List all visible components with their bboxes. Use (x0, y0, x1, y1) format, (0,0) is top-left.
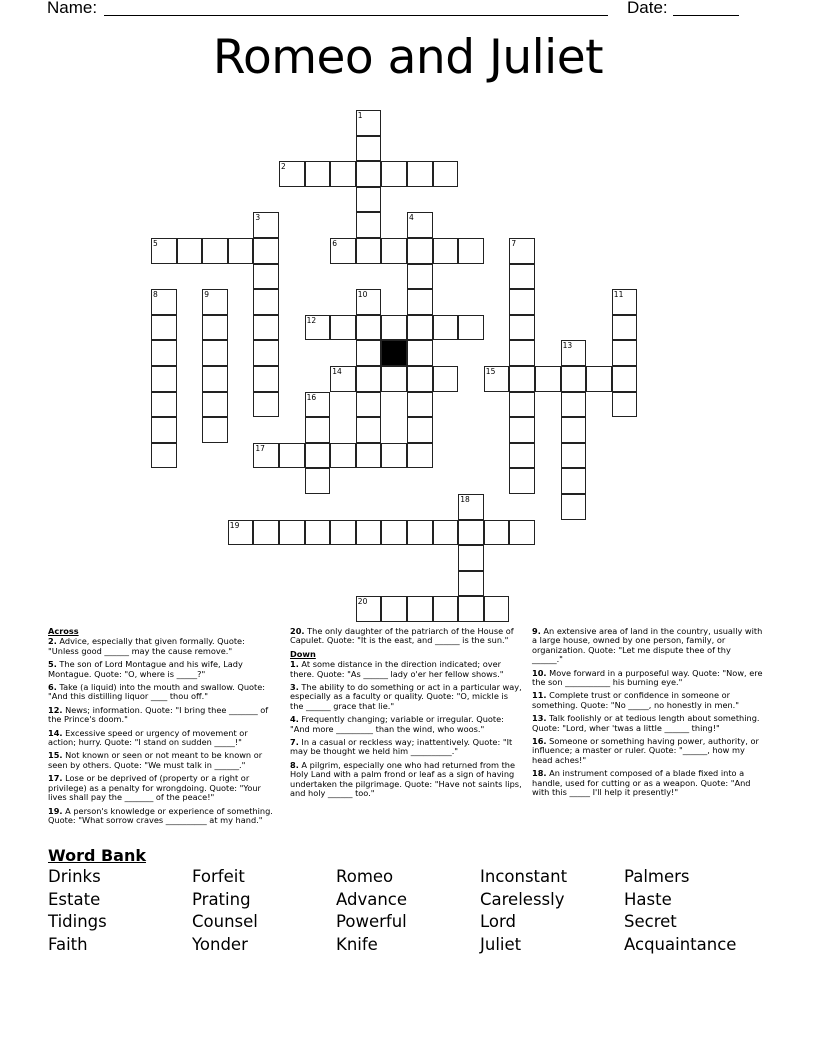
grid-cell[interactable] (151, 289, 177, 315)
grid-cell[interactable] (509, 468, 535, 494)
down-clue (290, 761, 522, 799)
grid-cell[interactable] (253, 340, 279, 366)
grid-cell[interactable] (433, 366, 459, 392)
grid-cell[interactable] (612, 392, 638, 418)
grid-cell[interactable] (305, 417, 331, 443)
grid-cell[interactable] (407, 340, 433, 366)
grid-cell[interactable] (407, 289, 433, 315)
clue-number: 3. (290, 682, 299, 693)
clue-number: 5. (48, 659, 57, 670)
grid-cell[interactable] (612, 315, 638, 341)
clue-text: At some distance in the direction indicated; over there. Quote: "As ______ lady o'er her fellow shows." (290, 659, 504, 679)
clue-number: 2. (48, 636, 57, 647)
clue-number: 15. (48, 750, 63, 761)
clue-text: The son of Lord Montague and his wife, Lady Montague. Quote: "O, where is _____?" (48, 659, 243, 679)
grid-cell[interactable] (484, 520, 510, 546)
word-bank-item: Inconstant (480, 867, 568, 886)
grid-cell[interactable] (330, 443, 356, 469)
grid-cell[interactable] (356, 315, 382, 341)
grid-cell[interactable] (305, 161, 331, 187)
clue-number: 10. (532, 667, 547, 678)
grid-cell[interactable] (202, 340, 228, 366)
grid-cell[interactable] (356, 136, 382, 162)
down-clue (290, 660, 522, 679)
clue-text: A pilgrim, especially one who had returned from the Holy Land with a palm frond or leaf as a sign of having undertaken the pilgrimage. Quote: "Have not saints lips, and holy ______ too." (290, 759, 522, 799)
grid-cell[interactable] (407, 264, 433, 290)
clue-number: 16 (306, 392, 317, 402)
grid-cell[interactable] (381, 366, 407, 392)
grid-cell[interactable] (407, 417, 433, 443)
word-bank-item: Carelessly (480, 889, 565, 909)
clue-text: Frequently changing; variable or irregular. Quote: "And more _________ than the wind, who woos." (290, 714, 504, 734)
clue-number: 19 (229, 520, 240, 530)
grid-cell[interactable] (458, 494, 484, 520)
grid-cell[interactable] (509, 340, 535, 366)
grid-cell[interactable] (356, 161, 382, 187)
clue-number: 10 (357, 290, 368, 300)
across-clue (48, 637, 276, 656)
grid-cell[interactable] (561, 392, 587, 418)
grid-cell[interactable] (202, 417, 228, 443)
grid-cell[interactable] (407, 443, 433, 469)
grid-cell[interactable] (356, 187, 382, 213)
grid-cell[interactable] (509, 520, 535, 546)
clue-number: 19. (48, 805, 63, 816)
across-clue (48, 751, 276, 770)
grid-cell[interactable] (458, 238, 484, 264)
grid-cell[interactable] (407, 238, 433, 264)
clue-number: 18. (532, 768, 547, 779)
word-bank-item: Powerful (336, 912, 407, 932)
grid-cell[interactable] (356, 366, 382, 392)
grid-cell[interactable] (202, 392, 228, 418)
word-bank-item: Estate (48, 889, 101, 909)
down-clue (532, 714, 764, 733)
grid-cell[interactable] (407, 596, 433, 622)
word-bank-item: Counsel (192, 912, 258, 932)
across-heading: Across (48, 626, 79, 636)
grid-cell[interactable] (177, 238, 203, 264)
grid-cell[interactable] (151, 392, 177, 418)
down-clue (532, 669, 764, 688)
grid-cell[interactable] (356, 417, 382, 443)
word-bank-item: Romeo (336, 867, 394, 886)
grid-cell[interactable] (253, 366, 279, 392)
word-bank-item: Knife (336, 934, 378, 954)
grid-cell[interactable] (561, 417, 587, 443)
grid-cell[interactable] (202, 238, 228, 264)
grid-cell[interactable] (381, 161, 407, 187)
clue-number: 2 (281, 162, 286, 172)
grid-cell[interactable] (305, 468, 331, 494)
grid-cell[interactable] (612, 289, 638, 315)
grid-cell[interactable] (381, 315, 407, 341)
grid-cell[interactable] (509, 264, 535, 290)
down-clue (290, 715, 522, 734)
grid-cell[interactable] (509, 443, 535, 469)
grid-cell[interactable] (356, 212, 382, 238)
grid-cell[interactable] (202, 289, 228, 315)
grid-cell[interactable] (356, 520, 382, 546)
across-clue (48, 683, 276, 702)
page-title: Romeo and Juliet (212, 30, 604, 85)
down-heading: Down (290, 648, 316, 659)
clue-number: 12. (48, 704, 63, 715)
clue-number: 4 (409, 213, 414, 223)
grid-cell[interactable] (151, 315, 177, 341)
grid-cell[interactable] (433, 238, 459, 264)
clue-number: 17 (255, 443, 265, 453)
grid-cell[interactable] (305, 443, 331, 469)
grid-cell[interactable] (253, 315, 279, 341)
grid-cell[interactable] (509, 366, 535, 392)
grid-cell[interactable] (330, 520, 356, 546)
grid-cell[interactable] (253, 392, 279, 418)
clues-column-1 (48, 627, 276, 829)
word-bank-item: Yonder (192, 934, 248, 954)
grid-cell[interactable] (202, 315, 228, 341)
grid-cell[interactable] (305, 315, 331, 341)
grid-cell[interactable] (253, 212, 279, 238)
grid-cell[interactable] (151, 443, 177, 469)
clue-number: 9. (532, 626, 541, 636)
grid-cell[interactable] (561, 494, 587, 520)
grid-cell[interactable] (407, 212, 433, 238)
grid-cell[interactable] (561, 468, 587, 494)
grid-cell[interactable] (253, 289, 279, 315)
grid-cell[interactable] (253, 264, 279, 290)
clue-text: Someone or something having power, authority, or influence; a master or ruler. Quote: "______, how my head aches!" (532, 736, 759, 765)
clue-number: 4. (290, 714, 299, 725)
word-bank-item: Prating (192, 889, 251, 909)
word-bank-item: Advance (336, 889, 408, 909)
clue-number: 12 (306, 315, 317, 325)
grid-cell[interactable] (151, 340, 177, 366)
grid-cell[interactable] (407, 366, 433, 392)
across-clue (48, 807, 276, 826)
clue-number: 8. (290, 759, 299, 770)
grid-cell[interactable] (484, 596, 510, 622)
clue-number: 6 (332, 239, 337, 248)
grid-cell[interactable] (381, 596, 407, 622)
word-bank-item: Secret (624, 912, 677, 932)
grid-cell[interactable] (509, 289, 535, 315)
across-clue (48, 660, 276, 679)
grid-cell[interactable] (509, 417, 535, 443)
grid-cell[interactable] (407, 520, 433, 546)
clue-text: Talk foolishly or at tedious length about something. Quote: "Lord, wher 'twas a little ______ thing!" (532, 713, 760, 733)
clue-number: 9 (204, 290, 209, 300)
grid-cell[interactable] (305, 520, 331, 546)
down-clue (532, 769, 764, 797)
clue-number: 7 (511, 239, 517, 248)
grid-cell[interactable] (381, 238, 407, 264)
grid-cell[interactable] (535, 366, 561, 392)
grid-cell[interactable] (381, 520, 407, 546)
clue-text: Not known or seen or not meant to be known or seen by others. Quote: "We must talk in ______." (48, 750, 263, 770)
down-clue (532, 691, 764, 710)
clue-number: 20 (357, 597, 368, 607)
word-bank-item: Palmers (624, 867, 690, 886)
name-label: Name: (47, 0, 98, 17)
grid-cell[interactable] (458, 520, 484, 546)
clue-text: Move forward in a purposeful way. Quote: "Now, ere the son ___________ his burning eye." (532, 667, 763, 688)
clue-text: The only daughter of the patriarch of the House of Capulet. Quote: "It is the east, and ______ is the sun." (290, 626, 514, 646)
grid-cell[interactable] (356, 596, 382, 622)
grid-cell[interactable] (458, 596, 484, 622)
clue-number: 8 (153, 290, 158, 300)
grid-cell[interactable] (433, 596, 459, 622)
word-bank-item: Haste (624, 889, 672, 909)
grid-cell[interactable] (407, 392, 433, 418)
date-label: Date: (627, 0, 668, 17)
clues-column-2 (290, 627, 522, 803)
grid-cell[interactable] (407, 161, 433, 187)
clue-text: The ability to do something or act in a particular way, especially as a faculty or quality. Quote: "O, mickle is the ______ grace that lie." (290, 682, 522, 711)
grid-cell[interactable] (228, 520, 254, 546)
grid-cell[interactable] (561, 366, 587, 392)
clue-number: 14 (332, 367, 342, 376)
grid-cell[interactable] (484, 366, 510, 392)
grid-cell[interactable] (612, 340, 638, 366)
clue-number: 13. (532, 713, 547, 724)
grid-cell[interactable] (279, 443, 305, 469)
grid-cell[interactable] (151, 417, 177, 443)
word-bank-item: Drinks (48, 867, 101, 886)
grid-cell[interactable] (330, 238, 356, 264)
grid-cell[interactable] (612, 366, 638, 392)
clue-text: Complete trust or confidence in someone or something. Quote: "No _____, no honestly in men." (532, 690, 740, 710)
clue-text: Advice, especially that given formally. Quote: "Unless good ______ may the cause remove." (48, 636, 245, 656)
grid-cell[interactable] (228, 238, 254, 264)
grid-cell[interactable] (330, 366, 356, 392)
clue-number: 14. (48, 727, 63, 738)
clue-text: A person's knowledge or experience of something. Quote: "What sorrow craves __________ at my hand." (48, 805, 273, 825)
clue-number: 11 (613, 290, 624, 300)
grid-cell[interactable] (433, 315, 459, 341)
grid-cell[interactable] (561, 340, 587, 366)
grid-cell[interactable] (151, 238, 177, 264)
clue-text: Lose or be deprived of (property or a right or privilege) as a penalty for wrongdoing. Quote: "Your lives shall pay the _______ of the peace!" (48, 773, 261, 803)
grid-cell[interactable] (305, 392, 331, 418)
clues-column-3 (532, 627, 764, 802)
grid-cell[interactable] (561, 443, 587, 469)
clue-number: 5 (153, 239, 158, 248)
clue-number: 1 (357, 111, 363, 120)
clue-text: An extensive area of land in the country, usually with a large house, owned by one person, family, or organization. Quote: "Let me dispute thee of thy ______." (532, 626, 763, 665)
word-bank-item: Acquaintance (624, 934, 737, 954)
clue-number: 7. (290, 737, 299, 748)
down-clue (532, 737, 764, 765)
grid-cell[interactable] (356, 443, 382, 469)
grid-cell[interactable] (330, 161, 356, 187)
grid-cell[interactable] (253, 238, 279, 264)
grid-cell[interactable] (356, 392, 382, 418)
across-clue (48, 706, 276, 725)
grid-cell[interactable] (279, 161, 305, 187)
grid-cell[interactable] (407, 315, 433, 341)
across-clue (290, 627, 522, 646)
grid-cell[interactable] (253, 443, 279, 469)
clue-number: 16. (532, 736, 547, 747)
grid-cell[interactable] (458, 545, 484, 571)
grid-cell[interactable] (279, 520, 305, 546)
down-clue (532, 627, 764, 665)
clue-number: 17. (48, 773, 63, 784)
grid-cell[interactable] (509, 392, 535, 418)
word-bank-item: Tidings (48, 912, 107, 932)
across-clue (48, 729, 276, 748)
grid-cell[interactable] (356, 289, 382, 315)
clue-text: Excessive speed or urgency of movement or action; hurry. Quote: "I stand on sudden _____!" (48, 727, 248, 748)
word-bank-item: Faith (48, 934, 88, 954)
grid-cell[interactable] (509, 238, 535, 264)
grid-cell[interactable] (253, 520, 279, 546)
grid-cell[interactable] (202, 366, 228, 392)
word-bank-item: Forfeit (192, 867, 245, 886)
word-bank-item: Lord (480, 912, 516, 932)
clue-text: News; information. Quote: "I bring thee _______ of the Prince's doom." (48, 704, 269, 725)
grid-cell[interactable] (151, 366, 177, 392)
grid-cell[interactable] (381, 443, 407, 469)
grid-cell[interactable] (330, 315, 356, 341)
clue-text: Take (a liquid) into the mouth and swallow. Quote: "And this distilling liquor ____ thou off." (48, 682, 266, 702)
grid-cell[interactable] (458, 571, 484, 597)
clue-text: In a casual or reckless way; inattentively. Quote: "It may be thought we held him __________." (290, 737, 513, 757)
clue-number: 3 (255, 213, 261, 223)
grid-cell[interactable] (433, 161, 459, 187)
grid-cell[interactable] (586, 366, 612, 392)
grid-cell[interactable] (356, 110, 382, 136)
grid-cell[interactable] (433, 520, 459, 546)
clue-number: 20. (290, 626, 305, 636)
grid-cell[interactable] (458, 315, 484, 341)
word-bank-title: Word Bank (48, 846, 147, 865)
across-clue (48, 774, 276, 802)
clue-number: 1. (290, 659, 299, 670)
grid-cell[interactable] (356, 340, 382, 366)
clue-number: 18 (460, 495, 470, 504)
grid-cell[interactable] (509, 315, 535, 341)
black-cell (381, 340, 407, 366)
down-clue (290, 738, 522, 757)
word-bank-item: Juliet (480, 934, 522, 954)
clue-number: 13 (562, 341, 573, 351)
clue-number: 6. (48, 682, 57, 693)
grid-cell[interactable] (356, 238, 382, 264)
clue-number: 11. (532, 690, 547, 701)
down-clue (290, 683, 522, 711)
clue-text: An instrument composed of a blade fixed into a handle, used for cutting or as a weapon. Quote: "And with this _____ I'll help it presently!" (532, 768, 751, 798)
clue-number: 15 (485, 367, 496, 376)
